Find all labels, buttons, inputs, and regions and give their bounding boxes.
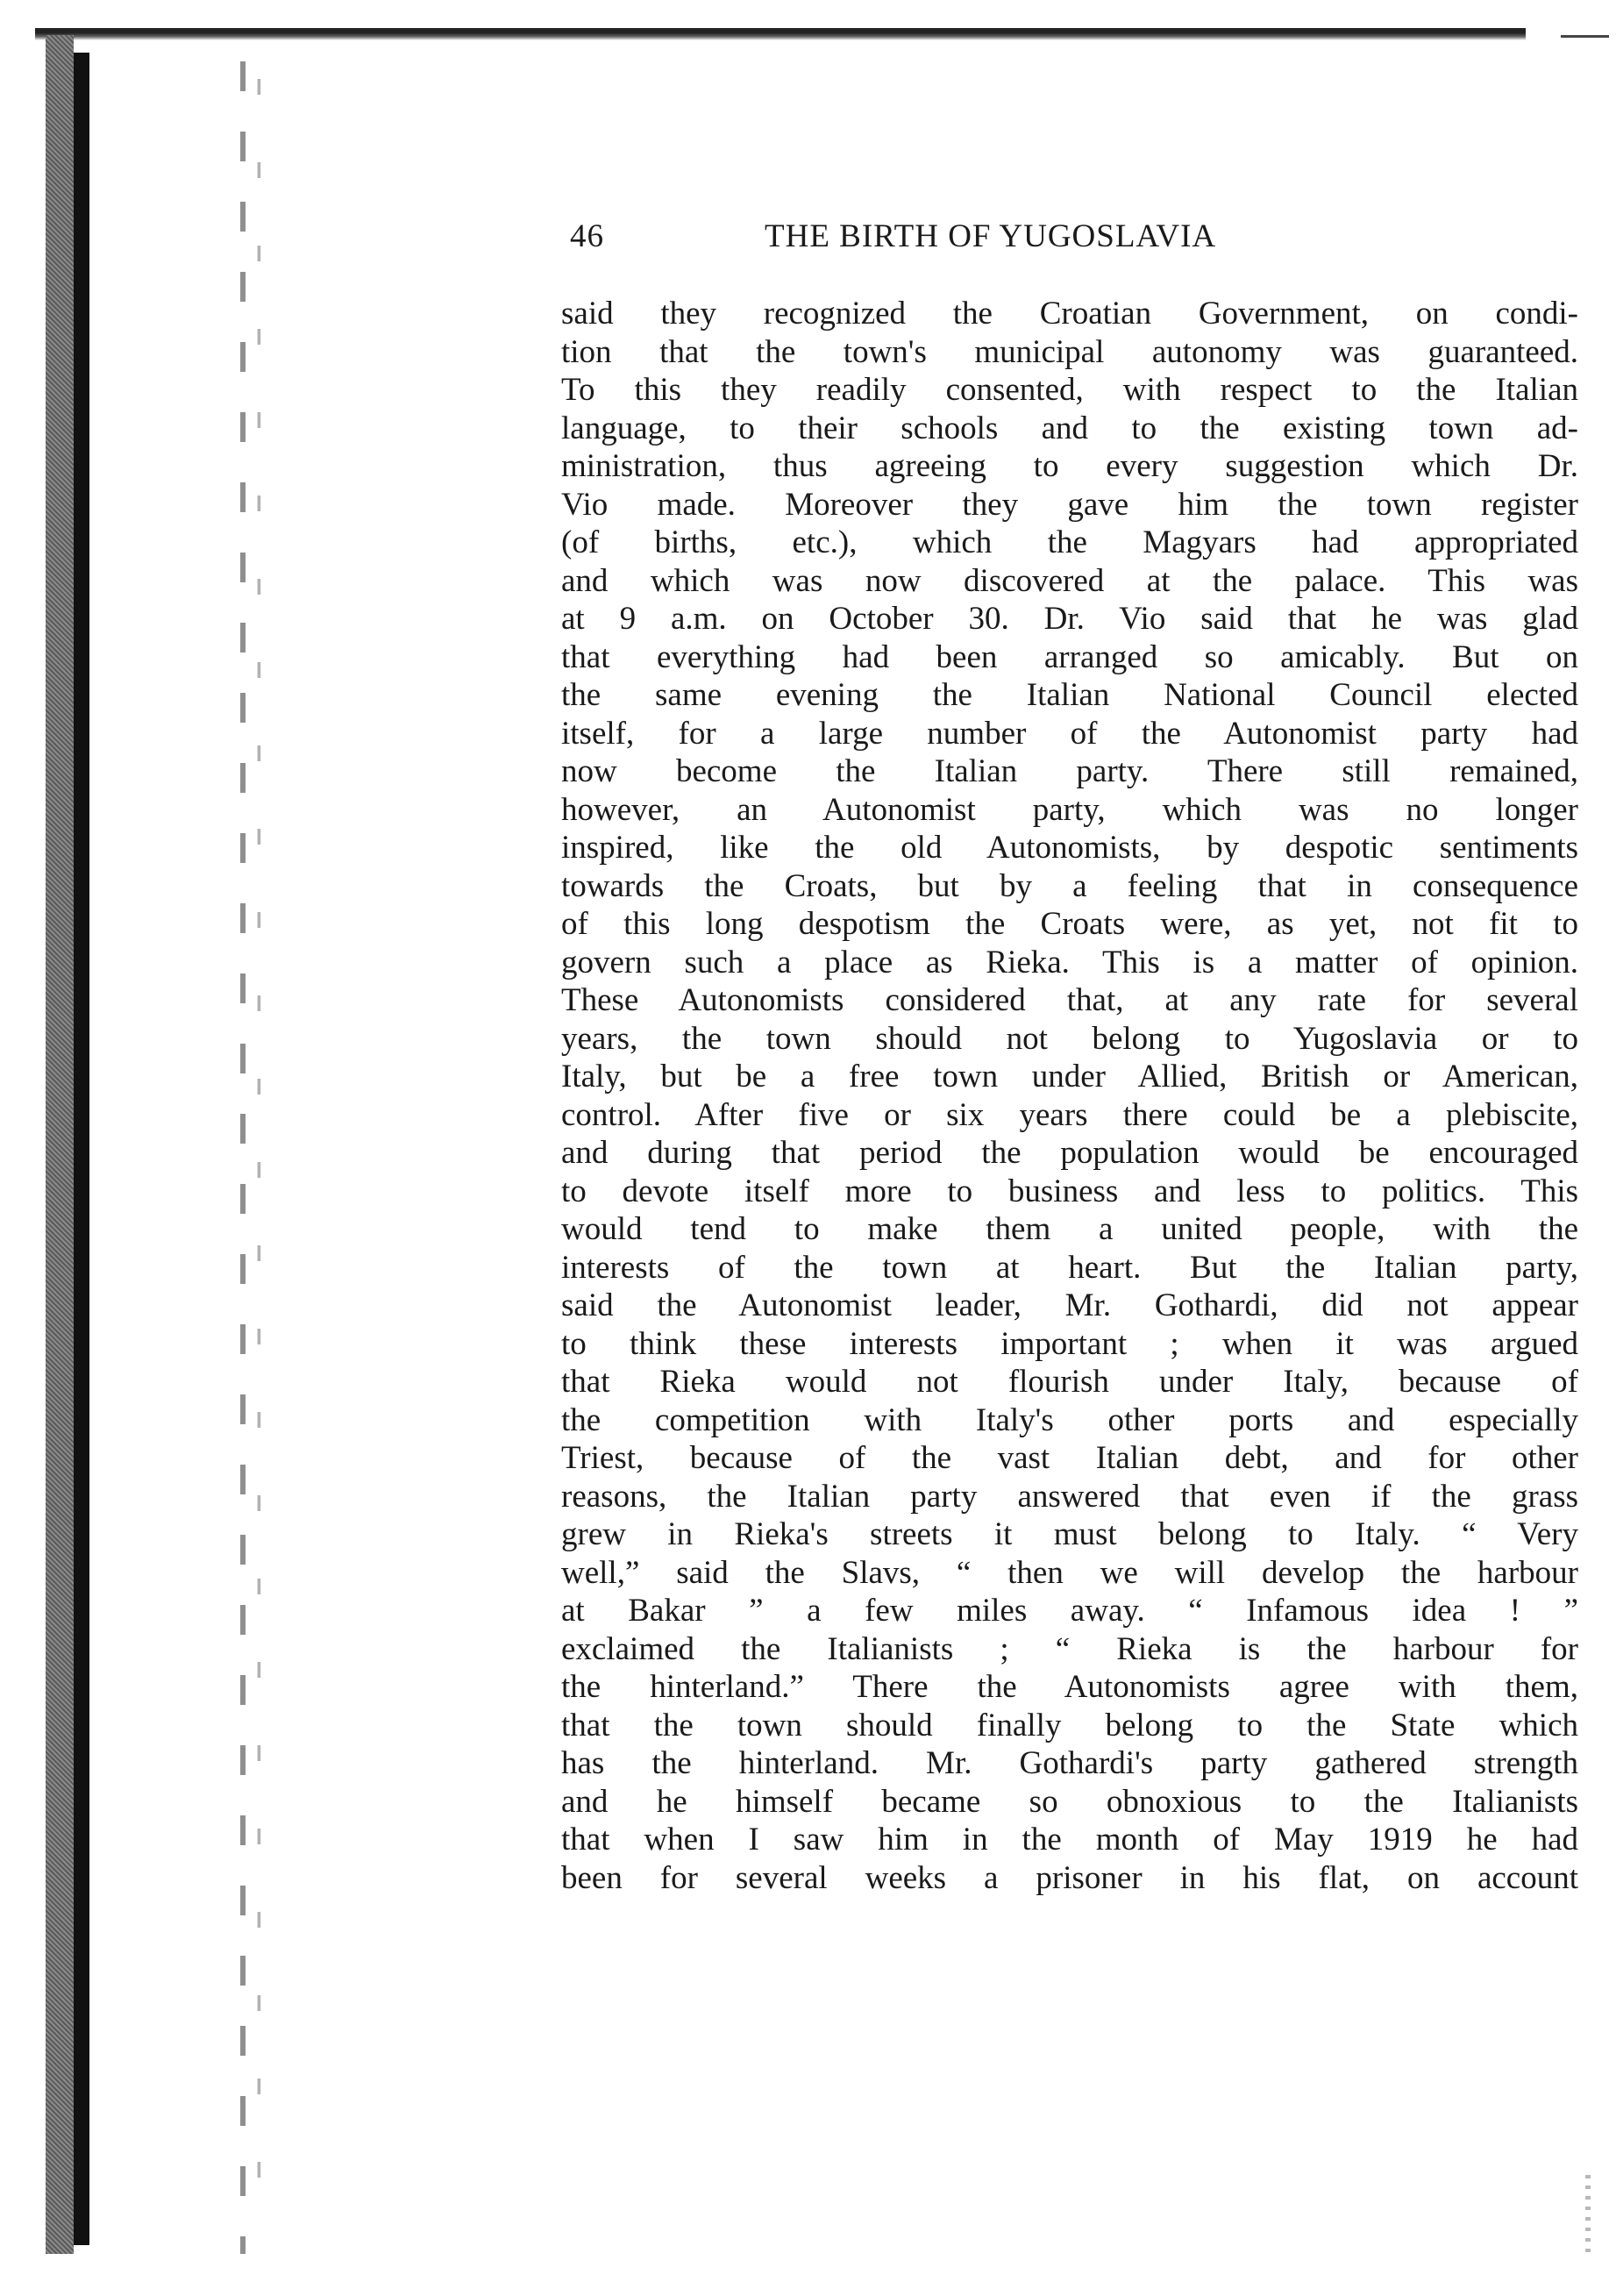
text-line: would tend to make them a united people, with the: [561, 1211, 1578, 1247]
text-line: that when I saw him in the month of May 1919 he had: [561, 1822, 1578, 1857]
text-line: years, the town should not belong to Yugoslavia or to: [561, 1020, 1578, 1057]
text-line: the same evening the Italian National Council elected: [561, 677, 1578, 713]
scan-specks: [1585, 2175, 1591, 2254]
text-line: to devote itself more to business and less to politics. This: [561, 1173, 1578, 1209]
text-line: now become the Italian party. There still remained,: [561, 753, 1578, 789]
text-line: that the town should finally belong to the State which: [561, 1707, 1578, 1743]
text-line: govern such a place as Rieka. This is a matter of opinion.: [561, 944, 1578, 980]
text-line: of this long despotism the Croats were, as yet, not fit to: [561, 906, 1578, 942]
body-text: [561, 295, 1578, 1897]
text-line: said they recognized the Croatian Government, on condi-: [561, 296, 1578, 332]
page-number: 46: [570, 218, 604, 254]
text-line: towards the Croats, but by a feeling that in consequence: [561, 867, 1578, 904]
text-line: to think these interests important ; when it was argued: [561, 1325, 1578, 1362]
text-line: reasons, the Italian party answered that even if the grass: [561, 1478, 1578, 1515]
gutter-marks: [230, 61, 256, 2254]
text-line: that Rieka would not flourish under Italy, because of: [561, 1364, 1578, 1400]
text-line: at 9 a.m. on October 30. Dr. Vio said that he was glad: [561, 601, 1578, 637]
text-line: and during that period the population would be encouraged: [561, 1135, 1578, 1171]
text-line: been for several weeks a prisoner in his flat, on account: [561, 1859, 1578, 1896]
book-spine-edge: [74, 53, 89, 2245]
text-line: Italy, but be a free town under Allied, British or American,: [561, 1059, 1578, 1095]
text-line: said the Autonomist leader, Mr. Gothardi, did not appear: [561, 1287, 1578, 1323]
text-line: exclaimed the Italianists ; “ Rieka is the harbour for: [561, 1630, 1578, 1667]
text-line: To this they readily consented, with respect to the Italian: [561, 372, 1578, 408]
text-line: however, an Autonomist party, which was no longer: [561, 791, 1578, 828]
gutter-marks-secondary: [254, 79, 265, 2228]
text-line: Triest, because of the vast Italian debt, and for other: [561, 1440, 1578, 1476]
text-line: (of births, etc.), which the Magyars had appropriated: [561, 524, 1578, 560]
text-line: the competition with Italy's other ports and especially: [561, 1401, 1578, 1438]
text-line: control. After five or six years there could be a plebiscite,: [561, 1096, 1578, 1133]
text-line: language, to their schools and to the existing town ad-: [561, 410, 1578, 446]
text-line: itself, for a large number of the Autonomist party had: [561, 715, 1578, 752]
text-line: and which was now discovered at the palace. This was: [561, 562, 1578, 599]
text-line: and he himself became so obnoxious to the Italianists: [561, 1783, 1578, 1820]
running-title: THE BIRTH OF YUGOSLAVIA: [765, 218, 1217, 254]
text-line: has the hinterland. Mr. Gothardi's party gathered strength: [561, 1745, 1578, 1781]
text-line: These Autonomists considered that, at any rate for several: [561, 982, 1578, 1018]
book-spine-shadow: [46, 35, 74, 2254]
text-line: that everything had been arranged so amicably. But on: [561, 638, 1578, 675]
scan-top-edge-fragment: [1561, 35, 1609, 38]
text-line: ministration, thus agreeing to every suggestion which Dr.: [561, 448, 1578, 484]
text-line: at Bakar ” a few miles away. “ Infamous idea ! ”: [561, 1593, 1578, 1629]
text-line: inspired, like the old Autonomists, by despotic sentiments: [561, 830, 1578, 866]
text-line: the hinterland.” There the Autonomists agree with them,: [561, 1669, 1578, 1705]
text-line: grew in Rieka's streets it must belong to Italy. “ Very: [561, 1516, 1578, 1552]
text-line: Vio made. Moreover they gave him the town register: [561, 486, 1578, 523]
text-line: tion that the town's municipal autonomy was guaranteed.: [561, 333, 1578, 370]
scan-top-edge: [35, 28, 1526, 40]
text-line: well,” said the Slavs, “ then we will develop the harbour: [561, 1554, 1578, 1591]
page-header: [570, 217, 1570, 260]
text-line: interests of the town at heart. But the Italian party,: [561, 1249, 1578, 1286]
